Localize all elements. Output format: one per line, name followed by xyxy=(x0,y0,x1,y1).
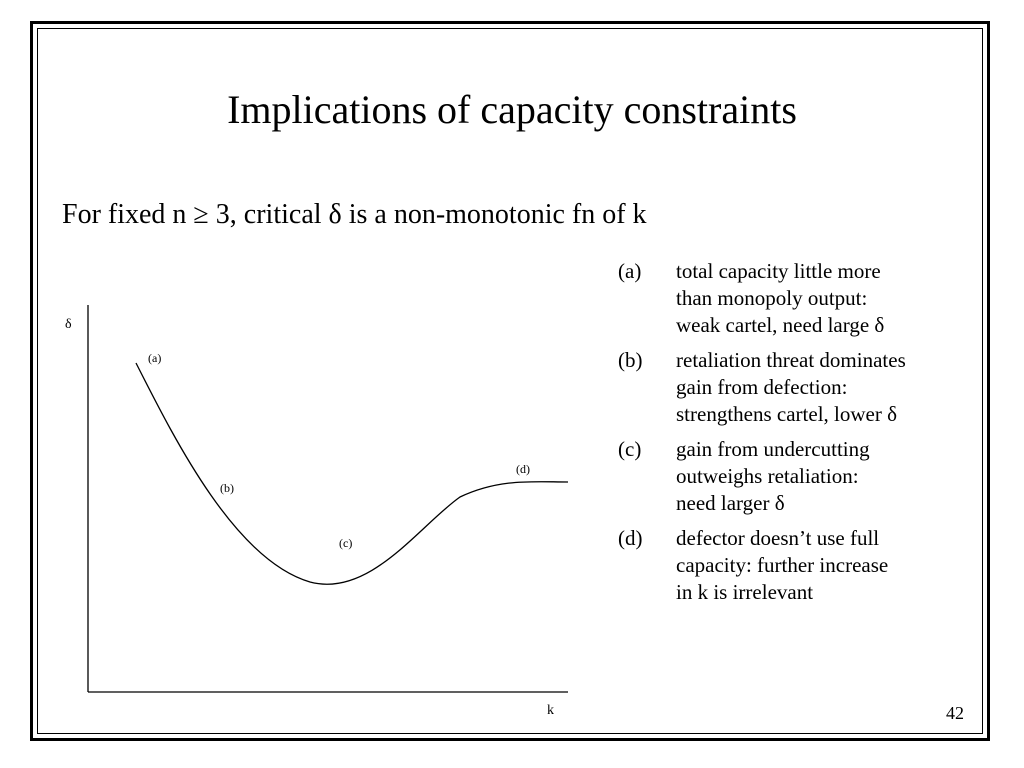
note-text xyxy=(676,258,968,339)
notes-list xyxy=(618,258,968,614)
note-line: than monopoly output: xyxy=(676,286,868,310)
note-line: total capacity little more xyxy=(676,259,881,283)
critical-delta-curve xyxy=(136,363,568,584)
curve-label-b: (b) xyxy=(220,481,234,495)
y-axis-label: δ xyxy=(65,317,72,332)
note-item-c xyxy=(618,436,968,517)
note-marker: (c) xyxy=(618,437,642,461)
note-line: capacity: further increase xyxy=(676,553,889,577)
slide-title: Implications of capacity constraints xyxy=(227,87,797,132)
note-text xyxy=(676,525,968,606)
note-line: need larger δ xyxy=(676,491,785,515)
x-axis-label: k xyxy=(547,703,554,718)
note-item-d xyxy=(618,525,968,606)
note-marker: (b) xyxy=(618,348,643,372)
note-marker: (a) xyxy=(618,259,642,283)
note-line: in k is irrelevant xyxy=(676,580,814,604)
note-line: gain from undercutting xyxy=(676,437,870,461)
note-line: outweighs retaliation: xyxy=(676,464,859,488)
note-marker: (d) xyxy=(618,526,643,550)
page-number: 42 xyxy=(946,703,964,723)
note-text xyxy=(676,436,968,517)
note-item-a xyxy=(618,258,968,339)
note-line: weak cartel, need large δ xyxy=(676,313,885,337)
note-text xyxy=(676,347,968,428)
curve-label-c: (c) xyxy=(339,536,353,550)
curve-label-d: (d) xyxy=(516,462,530,476)
note-line: strengthens cartel, lower δ xyxy=(676,402,897,426)
note-line: defector doesn’t use full xyxy=(676,526,880,550)
note-line: retaliation threat dominates xyxy=(676,348,906,372)
curve-label-a: (a) xyxy=(148,351,162,365)
note-item-b xyxy=(618,347,968,428)
slide-subtitle: For fixed n ≥ 3, critical δ is a non-monotonic fn of k xyxy=(62,199,647,230)
note-line: gain from defection: xyxy=(676,375,848,399)
